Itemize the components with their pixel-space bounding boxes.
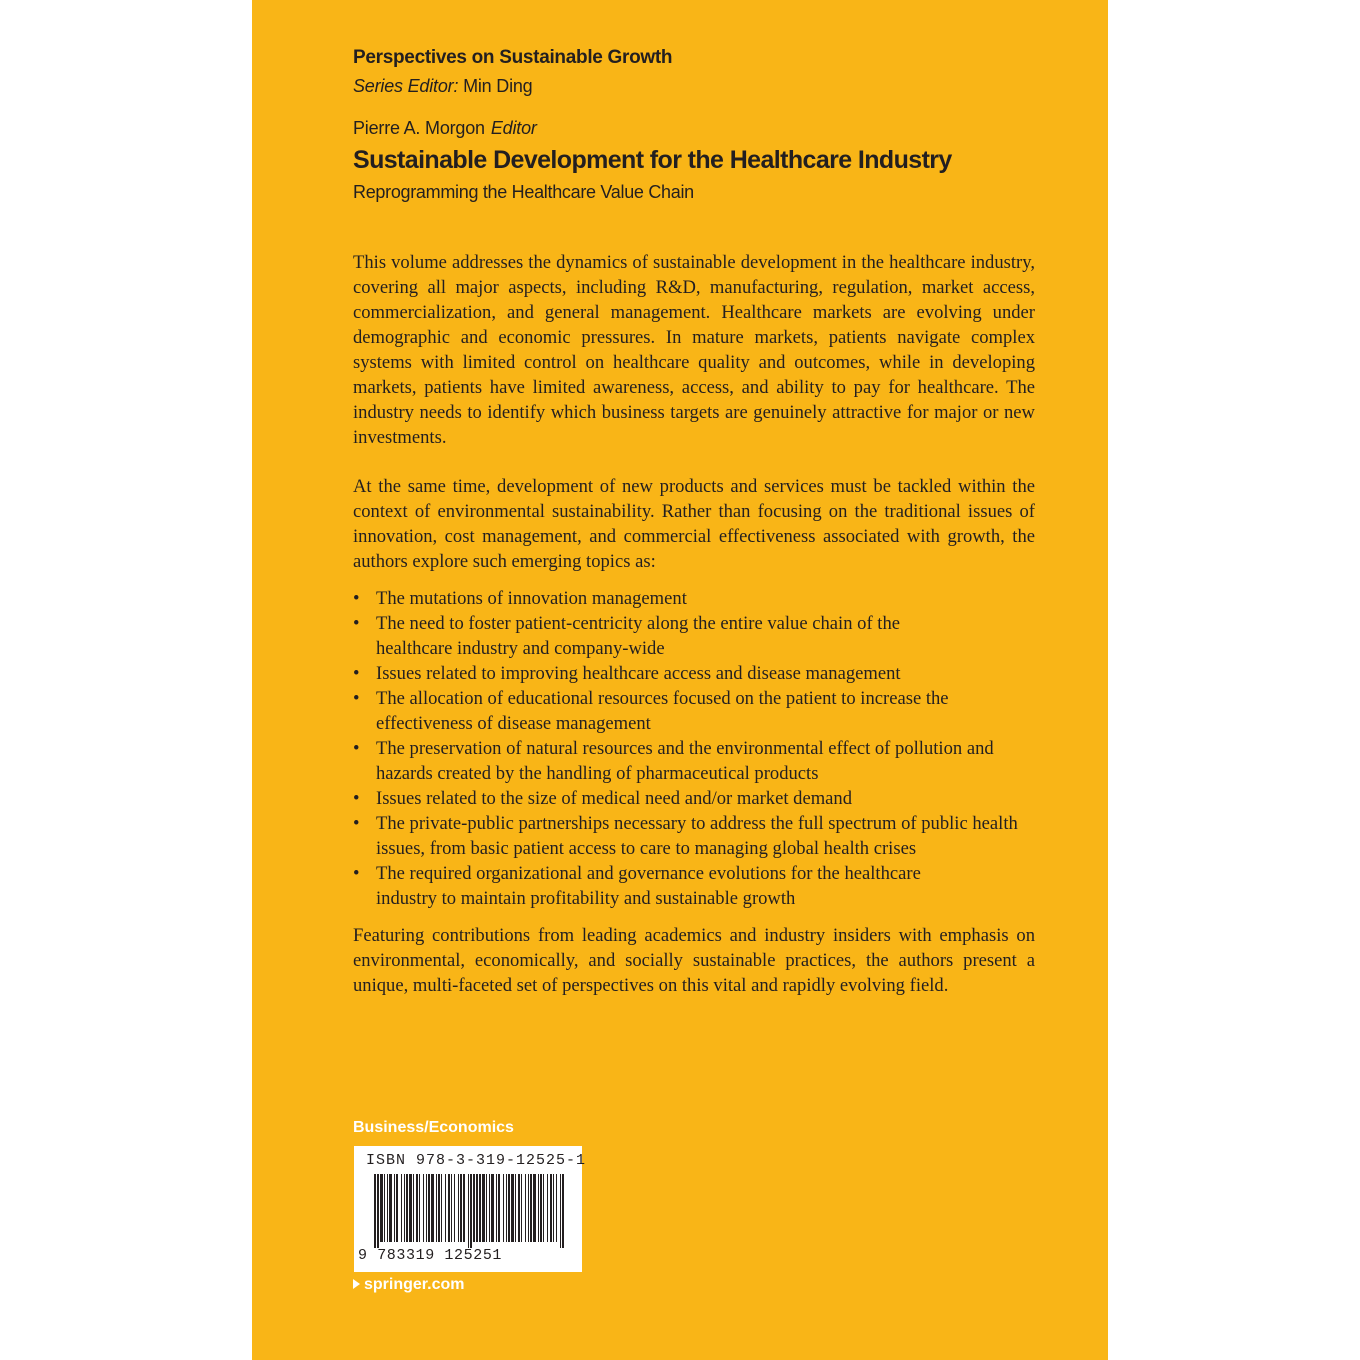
book-editor-name: Pierre A. Morgon bbox=[353, 118, 485, 138]
subject-category: Business/Economics bbox=[353, 1119, 514, 1136]
topic-list-item: • The required organizational and governance evolutions for the healthcare industry to maintain profitability and sustainable growth bbox=[353, 861, 971, 911]
topic-list-item: • Issues related to the size of medical need and/or market demand bbox=[353, 786, 1035, 811]
series-editor bbox=[353, 76, 533, 97]
barcode-icon bbox=[374, 1174, 564, 1248]
topic-list bbox=[353, 586, 1035, 911]
publisher-link[interactable] bbox=[353, 1276, 464, 1294]
topic-list-item: • The preservation of natural resources and the environmental effect of pollution and hazards created by the handling of pharmaceutical products bbox=[353, 736, 1016, 786]
arrow-right-icon bbox=[353, 1279, 360, 1289]
topic-list-item: • The mutations of innovation management bbox=[353, 586, 1035, 611]
description-paragraph-2: At the same time, development of new products and services must be tackled within the context of environmental sustainability. Rather than focusing on the traditional issues of innovation, cost management, and commercial effectiveness associated with growth, the authors explore such emerging topics as: bbox=[353, 476, 1035, 572]
book-editor bbox=[353, 118, 537, 139]
description-paragraph-1: This volume addresses the dynamics of sustainable development in the healthcare industry, covering all major aspects, including R&D, manufacturing, regulation, market access, commercialization, and general management. Healthcare markets are evolving under demographic and economic pressures. In mature markets, patients navigate complex systems with limited control on healthcare quality and outcomes, while in developing markets, patients have limited awareness, access, and ability to pay for healthcare. The industry needs to identify which business targets are genuinely attractive for major or new investments. bbox=[353, 252, 1035, 448]
book-back-cover bbox=[252, 0, 1108, 1360]
book-title: Sustainable Development for the Healthcare Industry bbox=[353, 146, 952, 174]
publisher-link-label: springer.com bbox=[364, 1276, 465, 1293]
series-editor-name: Min Ding bbox=[463, 76, 533, 96]
series-editor-label: Series Editor: bbox=[353, 76, 459, 96]
topic-list-item: • Issues related to improving healthcare access and disease management bbox=[353, 661, 1035, 686]
barcode-digits: 9 783319 125251 bbox=[358, 1247, 503, 1264]
book-subtitle: Reprogramming the Healthcare Value Chain bbox=[353, 182, 694, 202]
isbn-label: ISBN 978-3-319-12525-1 bbox=[366, 1152, 587, 1169]
topic-list-item: • The need to foster patient-centricity along the entire value chain of the healthcare industry and company-wide bbox=[353, 611, 941, 661]
series-title: Perspectives on Sustainable Growth bbox=[353, 47, 673, 68]
isbn-barcode bbox=[354, 1146, 587, 1272]
topic-list-item: • The allocation of educational resources focused on the patient to increase the effectiveness of disease management bbox=[353, 686, 996, 736]
book-editor-role: Editor bbox=[490, 118, 537, 138]
topic-list-item: • The private-public partnerships necessary to address the full spectrum of public health issues, from basic patient access to care to managing global health crises bbox=[353, 811, 1021, 861]
description-paragraph-3: Featuring contributions from leading academics and industry insiders with emphasis on environmental, economically, and socially sustainable practices, the authors present a unique, multi-faceted set of perspectives on this vital and rapidly evolving field. bbox=[353, 925, 1035, 996]
